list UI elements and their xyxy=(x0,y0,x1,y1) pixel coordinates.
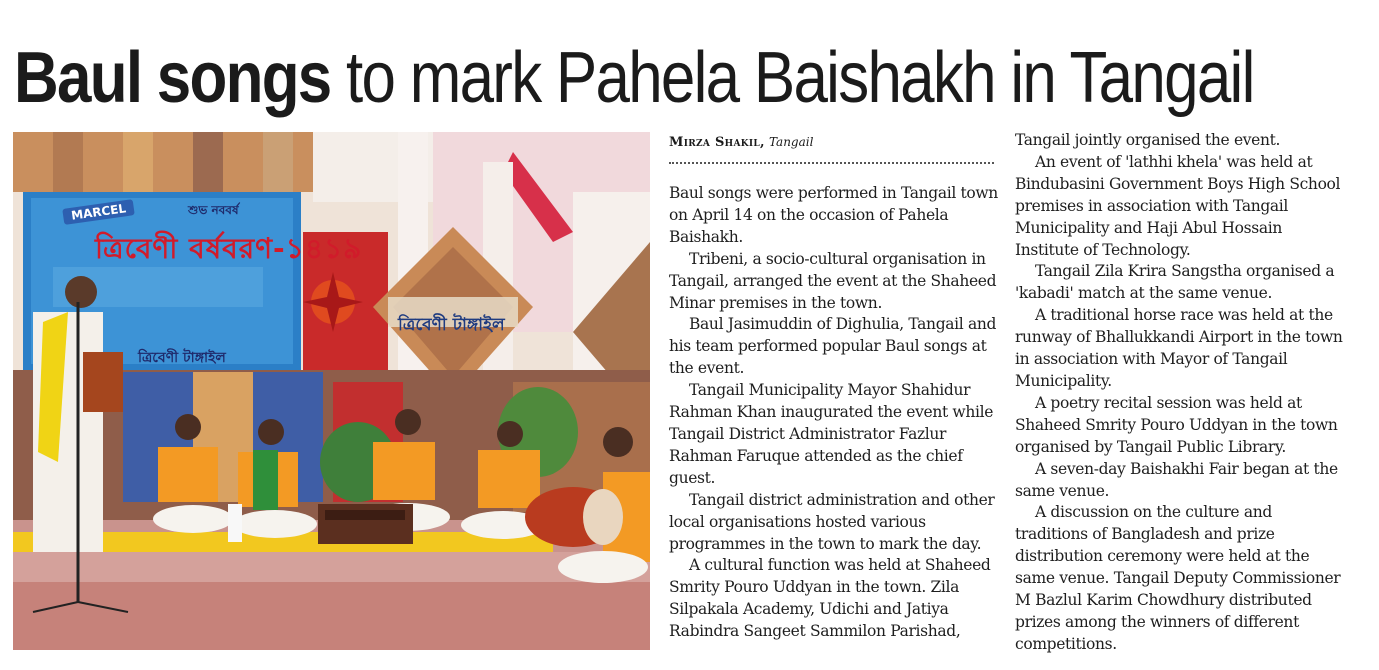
paragraph: Tangail district administration and other local organisations hosted various programmes in the town to mark the day. xyxy=(669,490,995,553)
paragraph: A cultural function was held at Shaheed Smrity Pouro Uddyan in the town. Zila Silpakala Academy, Udichi and Jatiya Rabindra Sangeet Sammilon Parishad, xyxy=(669,556,991,641)
paragraph: An event of 'lathhi khela' was held at Bindubasini Government Boys High School premises in association with Tangail Municipality and Haji Abul Hossain Institute of Technology. xyxy=(1015,152,1341,259)
byline-place: Tangail xyxy=(768,135,814,149)
paragraph: A traditional horse race was held at the runway of Bhallukkandi Airport in the town in association with Mayor of Tangail Municipality. xyxy=(1015,306,1343,390)
article-photo xyxy=(13,132,650,650)
paragraph: Baul songs were performed in Tangail town on April 14 on the occasion of Pahela Baishakh. xyxy=(669,184,998,246)
banner-marcel-label: MARCEL xyxy=(62,199,135,225)
byline xyxy=(669,133,813,152)
paragraph: A poetry recital session was held at Shaheed Smrity Pouro Uddyan in the town organised by Tangail Public Library. xyxy=(1015,393,1338,456)
paragraph: Tangail jointly organised the event. xyxy=(1015,131,1281,149)
diamond-mat-text: ত্রিবেণী টাঙ্গাইল xyxy=(398,315,505,335)
banner-foot-text: ত্রিবেণী টাঙ্গাইল xyxy=(138,350,226,366)
paragraph: A seven-day Baishakhi Fair began at the same venue. xyxy=(1015,459,1338,500)
byline-divider xyxy=(669,162,994,164)
paragraph: Baul Jasimuddin of Dighulia, Tangail and his team performed popular Baul songs at the event. xyxy=(669,315,997,378)
byline-name: Mirza Shakil, xyxy=(669,135,765,150)
banner-title-text: ত্রিবেণী বর্ষবরণ-১৪১৯ xyxy=(95,232,363,265)
paragraph: Tangail Municipality Mayor Shahidur Rahman Khan inaugurated the event while Tangail District Administrator Fazlur Rahman Faruque attended as the chief guest. xyxy=(669,381,994,487)
article-column-2 xyxy=(1015,130,1345,656)
paragraph: Tangail Zila Krira Sangstha organised a 'kabadi' match at the same venue. xyxy=(1015,262,1335,303)
headline xyxy=(14,30,1254,126)
article-column-1 xyxy=(669,183,999,643)
banner-top-text: শুভ নববর্ষ xyxy=(188,203,239,217)
paragraph: A discussion on the culture and traditions of Bangladesh and prize distribution ceremony were held at the same venue. Tangail Deputy Commissioner M Bazlul Karim Chowdhury distributed prizes among the winners of different competitions. xyxy=(1015,503,1341,653)
headline-bold: Baul songs xyxy=(14,38,331,118)
headline-rest: to mark Pahela Baishakh in Tangail xyxy=(346,38,1254,118)
paragraph: Tribeni, a socio-cultural organisation in Tangail, arranged the event at the Shaheed Minar premises in the town. xyxy=(669,249,997,312)
